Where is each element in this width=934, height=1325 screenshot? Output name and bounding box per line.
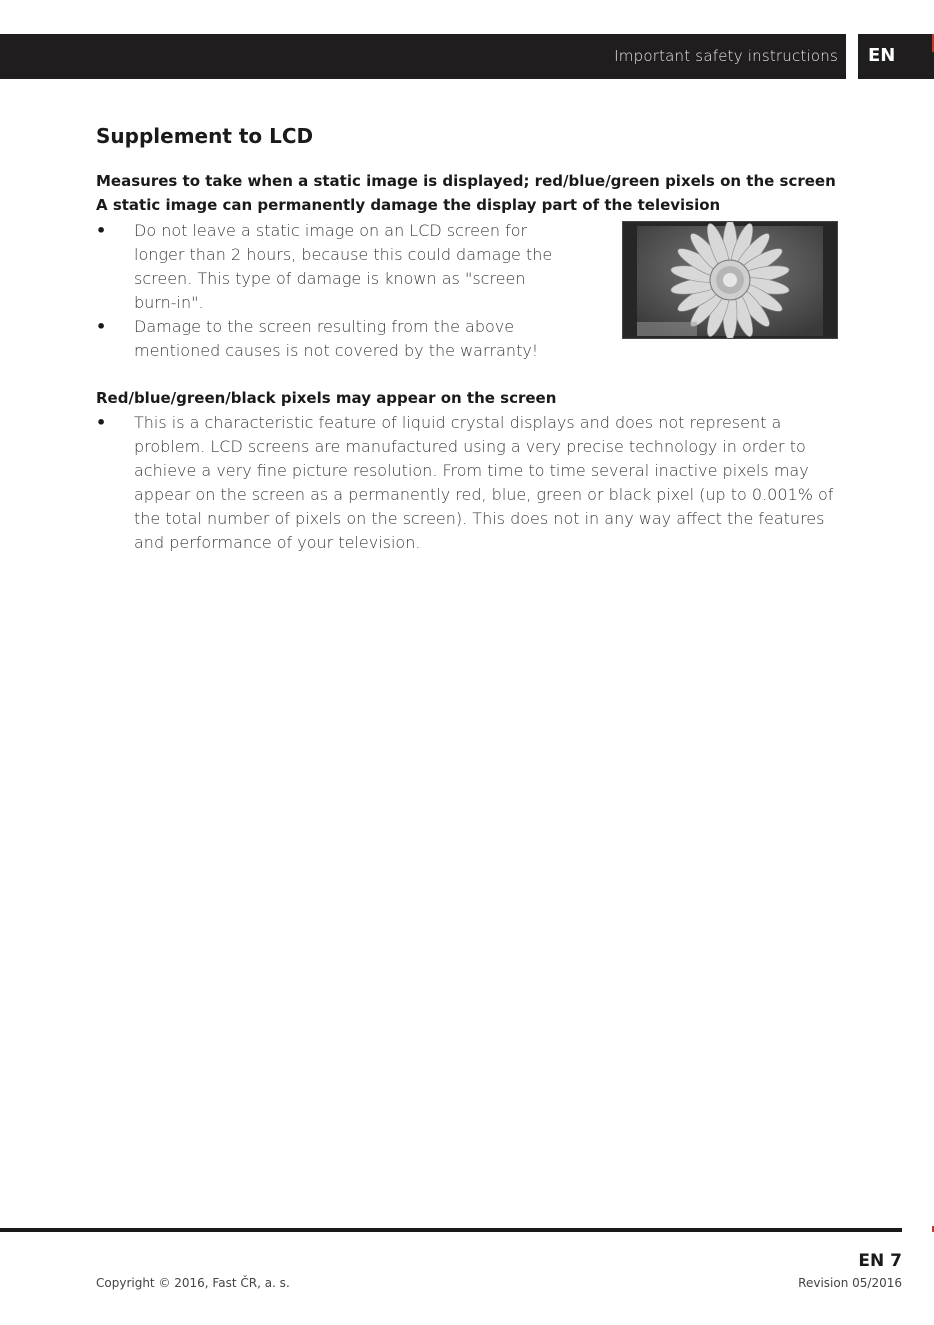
- section2-heading: Red/blue/green/black pixels may appear on the screen: [96, 389, 557, 407]
- sunflower-image: [622, 221, 838, 339]
- page-title: Supplement to LCD: [96, 124, 314, 148]
- language-code: EN: [868, 45, 896, 66]
- copyright-text: Copyright © 2016, Fast ČR, a. s.: [96, 1276, 290, 1290]
- list-item: [96, 315, 570, 363]
- bullet-text: Do not leave a static image on an LCD screen for longer than 2 hours, because this could damage the screen. This type of damage is known as "screen burn-in".: [134, 221, 553, 312]
- header-section-title: Important safety instructions: [614, 47, 838, 65]
- language-tab: [858, 34, 934, 79]
- section1-bullet-list: [96, 219, 570, 363]
- section1-heading-line1: Measures to take when a static image is displayed; red/blue/green pixels on the screen: [96, 172, 836, 190]
- page-number: EN 7: [858, 1251, 902, 1271]
- bullet-dot-icon: •: [96, 221, 107, 240]
- bullet-text: Damage to the screen resulting from the above mentioned causes is not covered by the warranty!: [134, 317, 539, 360]
- footer-divider: [0, 1228, 902, 1232]
- list-item: [96, 411, 841, 555]
- section2-bullet-list: [96, 411, 841, 555]
- section1-heading-line2: A static image can permanently damage the display part of the television: [96, 196, 721, 214]
- bullet-dot-icon: •: [96, 413, 107, 432]
- revision-text: Revision 05/2016: [798, 1276, 902, 1290]
- bullet-dot-icon: •: [96, 317, 107, 336]
- header-bar: [0, 34, 846, 79]
- list-item: [96, 219, 570, 315]
- bullet-text: This is a characteristic feature of liquid crystal displays and does not represent a problem. LCD screens are manufactured using a very precise technology in order to achieve a very fine picture resolution. From time to time several inactive pixels may appear on the screen as a permanently red, blue, green or black pixel (up to 0.001% of the total number of pixels on the screen). This does not in any way affect the features and performance of your television.: [134, 413, 834, 552]
- sunflower-icon: [623, 222, 837, 338]
